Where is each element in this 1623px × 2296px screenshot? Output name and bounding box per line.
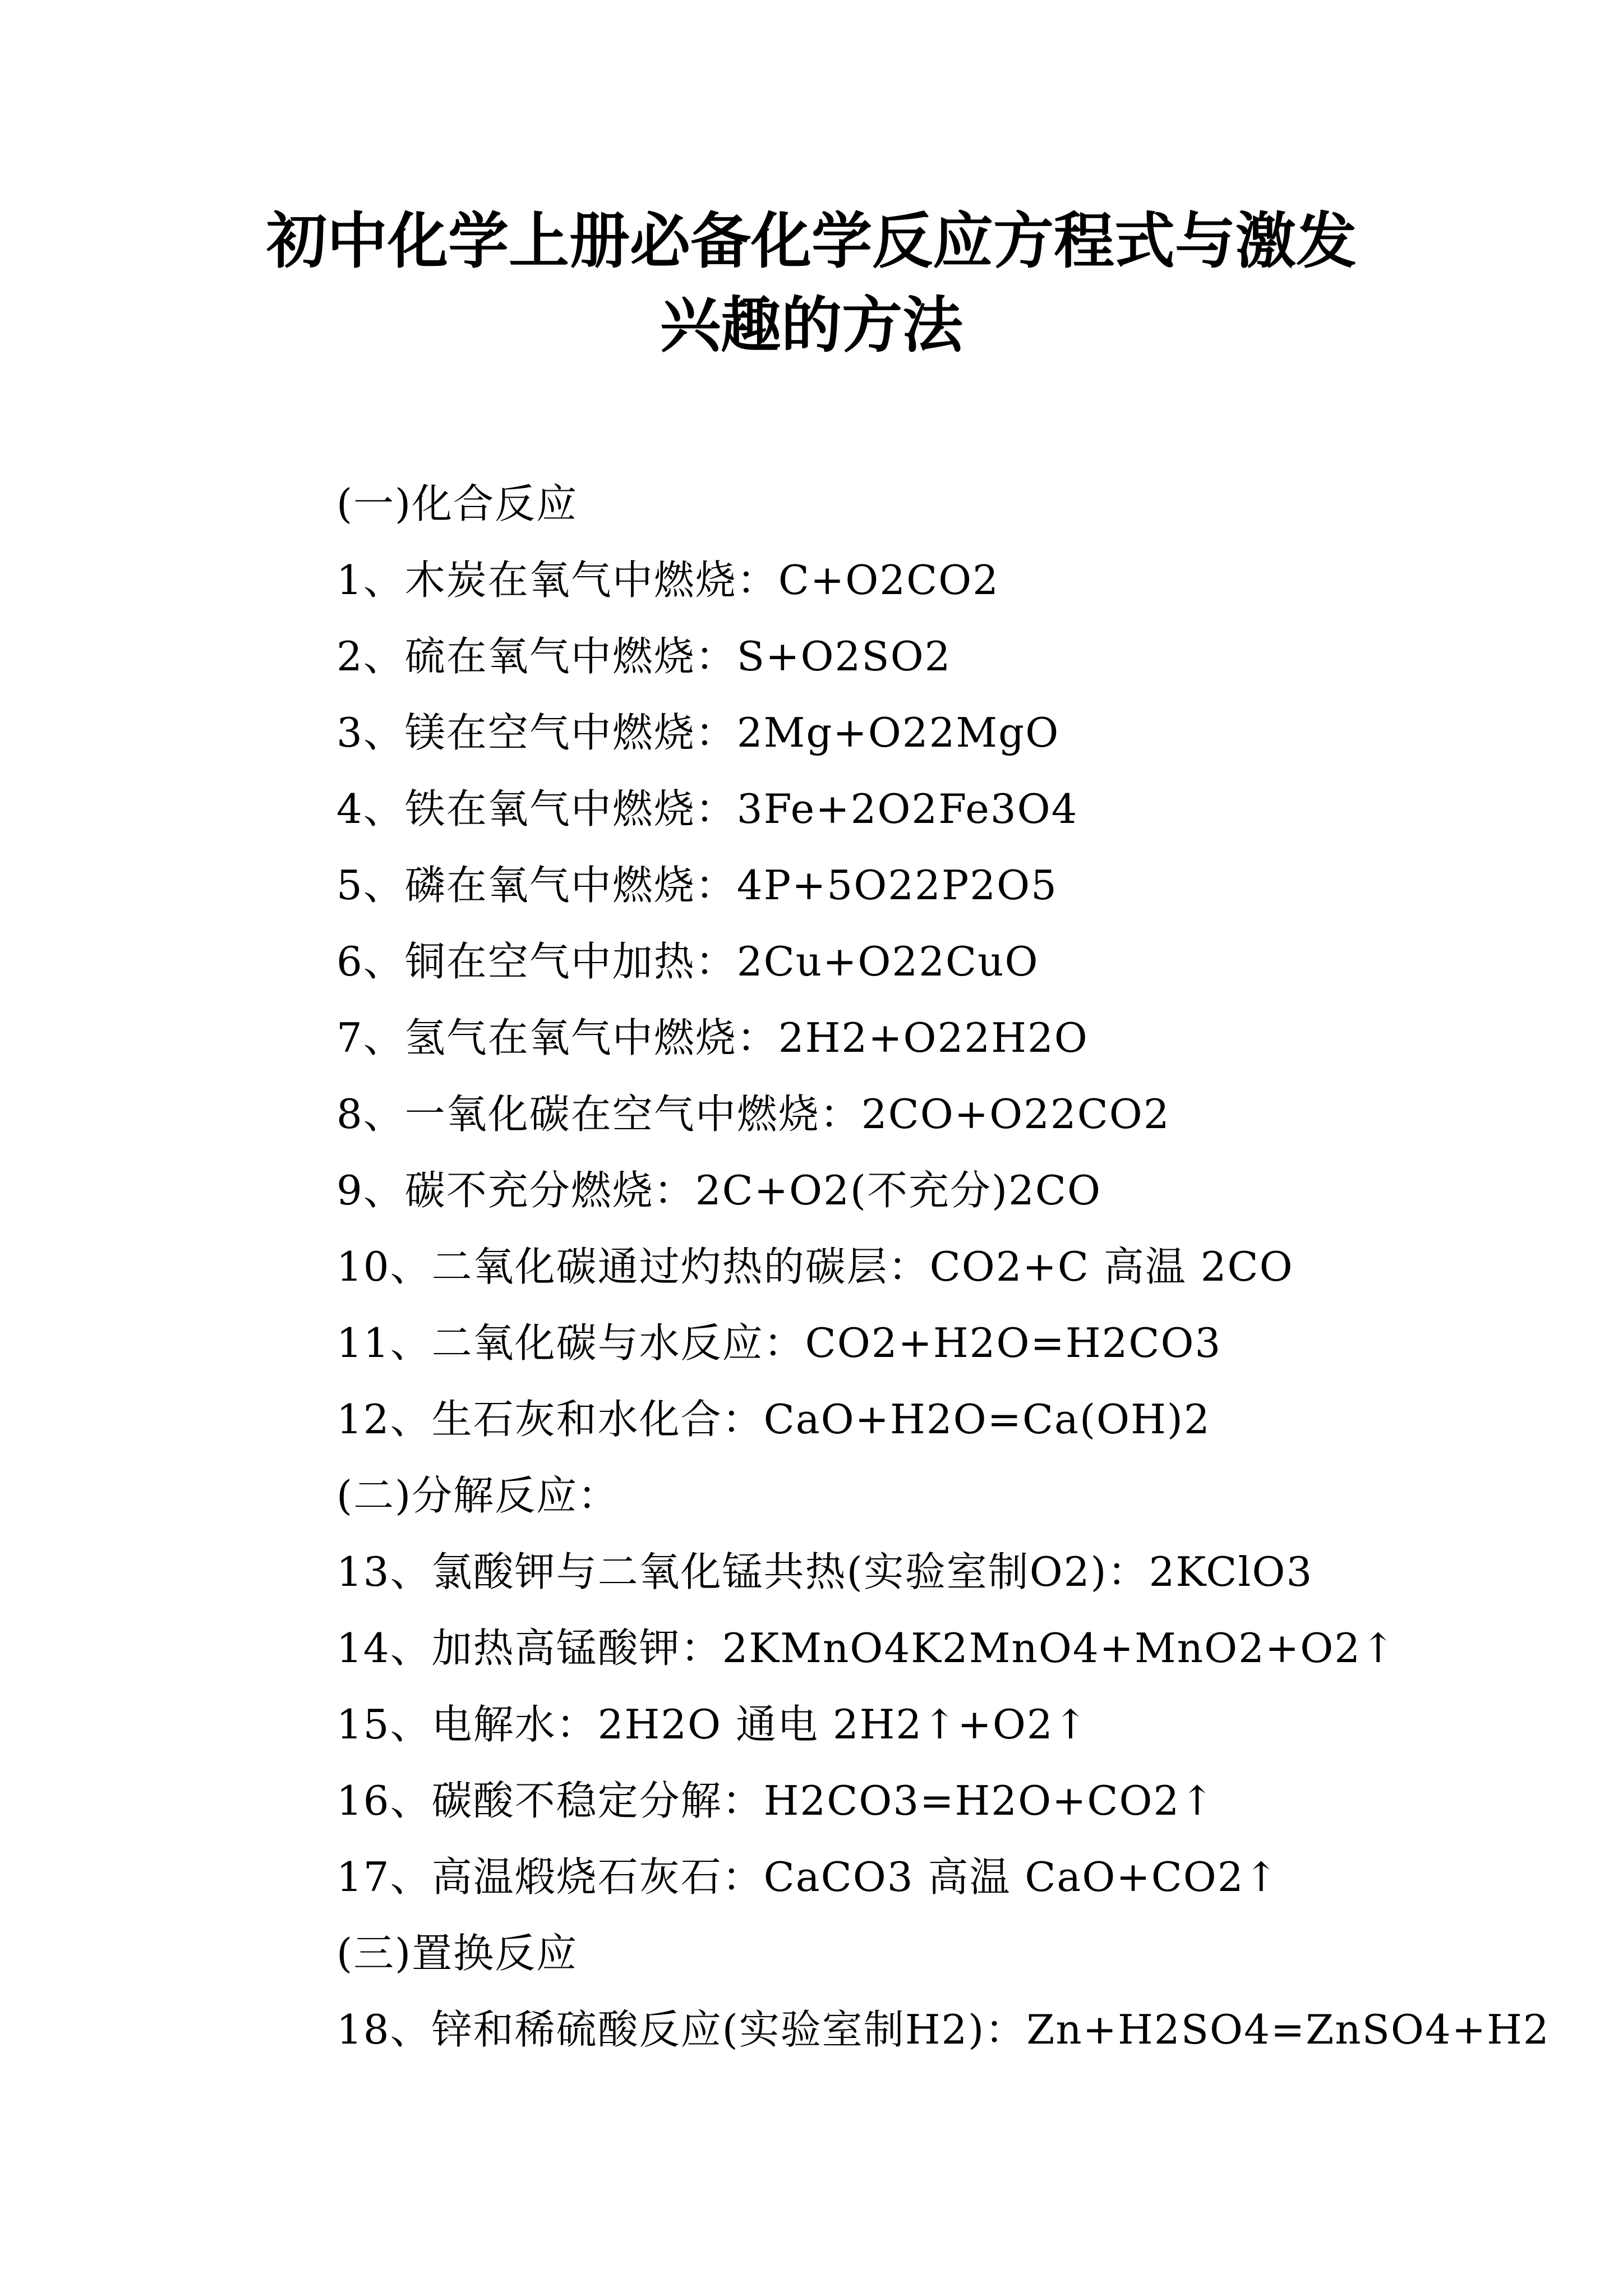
- equation-line: 9、碳不充分燃烧：2C+O2(不充分)2CO: [336, 1167, 1101, 1214]
- equation-line: 17、高温煅烧石灰石：CaCO3 高温 CaO+CO2↑: [336, 1853, 1279, 1901]
- equation-line: 1、木炭在氧气中燃烧：C+O2CO2: [336, 556, 999, 604]
- equation-line: 16、碳酸不稳定分解：H2CO3=H2O+CO2↑: [336, 1777, 1215, 1824]
- equation-line: 2、硫在氧气中燃烧：S+O2SO2: [336, 633, 952, 680]
- equation-line: 3、镁在空气中燃烧：2Mg+O22MgO: [336, 709, 1060, 756]
- equation-line: 10、二氧化碳通过灼热的碳层：CO2+C 高温 2CO: [336, 1243, 1294, 1290]
- section-heading-combination: (一)化合反应: [336, 480, 578, 527]
- equation-line: 11、二氧化碳与水反应：CO2+H2O=H2CO3: [336, 1319, 1222, 1366]
- equation-line: 12、生石灰和水化合：CaO+H2O=Ca(OH)2: [336, 1396, 1211, 1443]
- title-line-2: 兴趣的方法: [660, 290, 963, 361]
- equation-line: 7、氢气在氧气中燃烧：2H2+O22H2O: [336, 1014, 1089, 1061]
- title-line-1: 初中化学上册必备化学反应方程式与激发: [266, 206, 1357, 277]
- equation-line: 6、铜在空气中加热：2Cu+O22CuO: [336, 938, 1039, 985]
- section-heading-decomposition: (二)分解反应：: [336, 1472, 620, 1519]
- equation-line: 14、加热高锰酸钾：2KMnO4K2MnO4+MnO2+O2↑: [336, 1625, 1396, 1672]
- equation-line: 18、锌和稀硫酸反应(实验室制H2)：Zn+H2SO4=ZnSO4+H2: [336, 2006, 1550, 2053]
- equation-list: [336, 466, 1550, 2068]
- equation-line: 5、磷在氧气中燃烧：4P+5O22P2O5: [336, 862, 1058, 909]
- section-heading-displacement: (三)置换反应: [336, 1930, 578, 1977]
- equation-line: 8、一氧化碳在空气中燃烧：2CO+O22CO2: [336, 1091, 1170, 1138]
- equation-line: 13、氯酸钾与二氧化锰共热(实验室制O2)：2KClO3: [336, 1548, 1313, 1595]
- equation-line: 4、铁在氧气中燃烧：3Fe+2O2Fe3O4: [336, 785, 1078, 832]
- equation-line: 15、电解水：2H2O 通电 2H2↑+O2↑: [336, 1701, 1089, 1748]
- document-title: [0, 199, 1623, 367]
